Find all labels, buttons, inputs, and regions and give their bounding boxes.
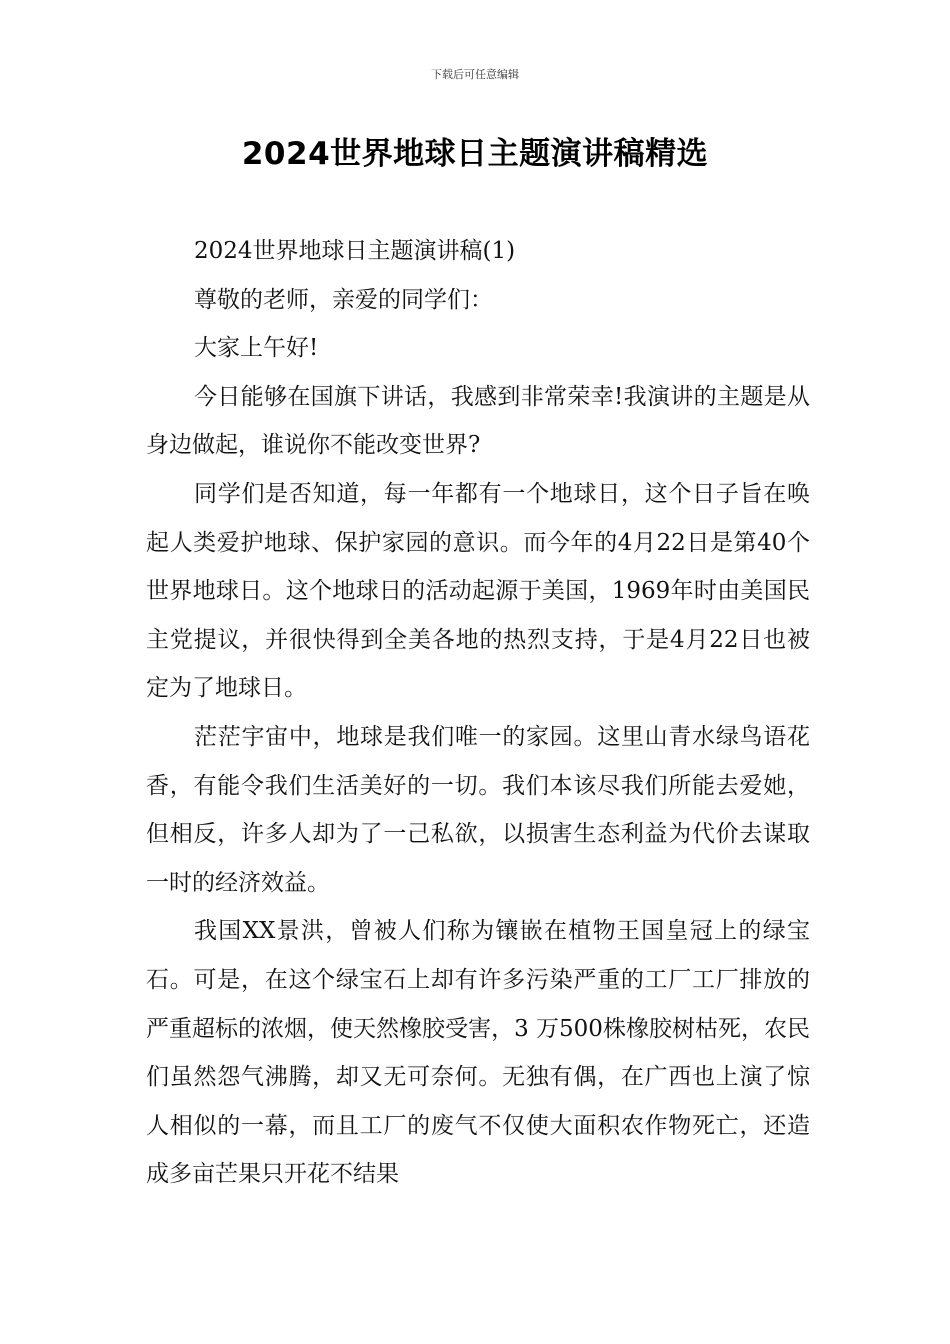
paragraph-speech-heading: 2024世界地球日主题演讲稿(1)	[194, 238, 516, 264]
header-note: 下载后可任意编辑	[431, 68, 519, 81]
paragraph-salutation: 尊敬的老师，亲爱的同学们：	[194, 286, 493, 313]
paragraph-pollution-example: 我国XX景洪，曾被人们称为镶嵌在植物王国皇冠上的绿宝石。可是，在这个绿宝石上却有许多污染严重的工厂工厂排放的严重超标的浓烟，使天然橡胶受害，3 万500株橡胶树枯死，农民们虽然怨气沸腾，却又无可奈何。无独有偶，在广西也上演了惊人相似的一幕，而且工厂的废气不仅使大面积农作物死亡，还造成多亩芒果只开花不结果	[146, 918, 810, 1188]
paragraph-greeting: 大家上午好!	[194, 335, 319, 362]
paragraph-intro: 今日能够在国旗下讲话，我感到非常荣幸!我演讲的主题是从身边做起，谁说你不能改变世界?	[146, 383, 810, 459]
document-title: 2024世界地球日主题演讲稿精选	[241, 136, 709, 172]
document-body	[146, 227, 810, 1199]
paragraph-our-home: 茫茫宇宙中，地球是我们唯一的家园。这里山青水绿鸟语花香，有能令我们生活美好的一切。我们本该尽我们所能去爱她，但相反，许多人却为了一己私欲，以损害生态利益为代价去谋取一时的经济效益。	[146, 723, 810, 896]
paragraph-earth-day-origin: 同学们是否知道，每一年都有一个地球日，这个日子旨在唤起人类爱护地球、保护家园的意识。而今年的4月22日是第40个世界地球日。这个地球日的活动起源于美国，1969年时由美国民主党提议，并很快得到全美各地的热烈支持，于是4月22日也被定为了地球日。	[146, 480, 810, 702]
